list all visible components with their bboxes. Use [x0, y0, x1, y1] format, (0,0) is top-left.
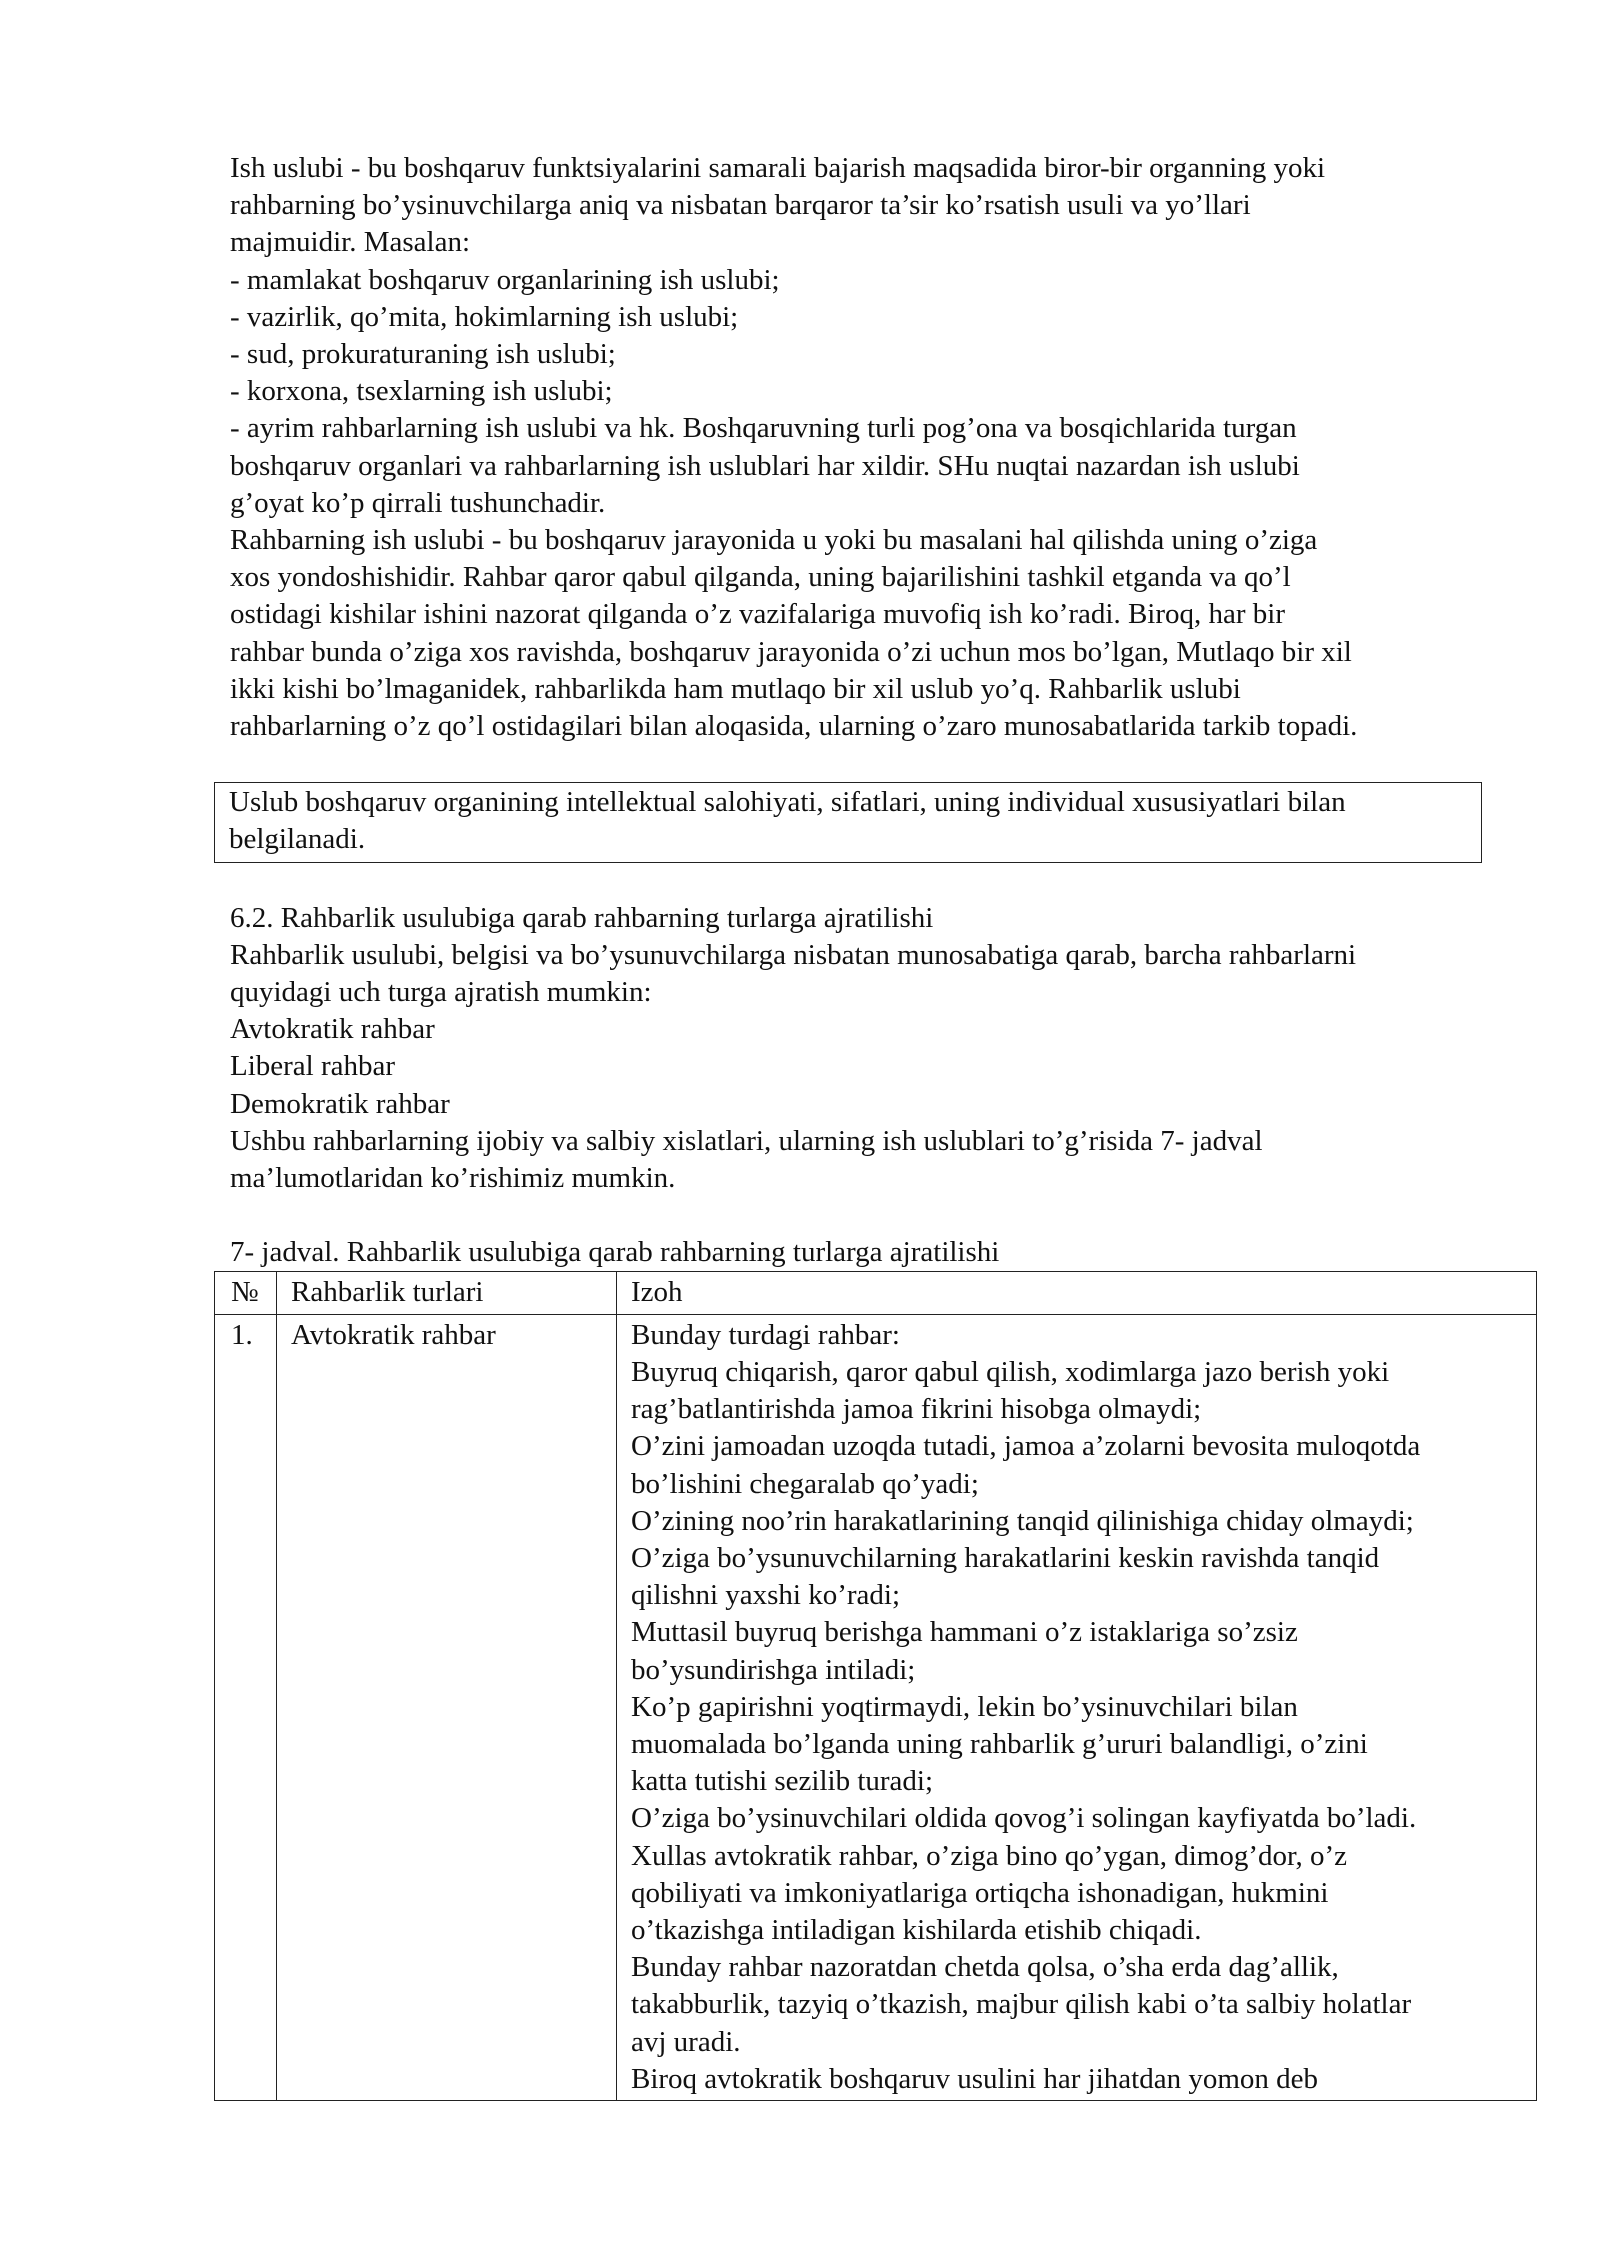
description-line: o’tkazishga intiladigan kishilarda etishib chiqadi.	[631, 1913, 1202, 1946]
text-line: rahbarlarning o’z qo’l ostidagilari bilan aloqasida, ularning o’zaro munosabatlarida tarkib topadi.	[230, 710, 1358, 743]
description-line: qilishni yaxshi ko’radi;	[631, 1579, 901, 1612]
description-line: avj uradi.	[631, 2025, 741, 2058]
text-line: boshqaruv organlari va rahbarlarning ish uslublari har xildir. SHu nuqtai nazardan ish uslubi	[230, 449, 1300, 482]
intro-paragraph	[230, 150, 1530, 745]
description-line: Muttasil buyruq berishga hammani o’z istaklariga so’zsiz	[631, 1616, 1298, 1649]
description-line: Xullas avtokratik rahbar, o’ziga bino qo’ygan, dimog’dor, o’z	[631, 1839, 1348, 1872]
description-line: O’ziga bo’ysunuvchilarning harakatlarini keskin ravishda tanqid	[631, 1541, 1380, 1574]
leader-type-item: Demokratik rahbar	[230, 1087, 450, 1120]
text-line: ma’lumotlaridan ko’rishimiz mumkin.	[230, 1162, 676, 1195]
leadership-types-table	[214, 1271, 1537, 2100]
boxed-note-line: Uslub boshqaruv organining intellektual salohiyati, sifatlari, uning individual xususiyatlari bilan	[229, 786, 1346, 819]
boxed-note	[214, 782, 1482, 862]
description-line: Buyruq chiqarish, qaror qabul qilish, xodimlarga jazo berish yoki	[631, 1355, 1390, 1388]
section-6-2	[230, 900, 1530, 1198]
text-line: rahbarning bo’ysinuvchilarga aniq va nisbatan barqaror ta’sir ko’rsatish usuli va yo’llari	[230, 189, 1251, 222]
description-line: rag’batlantirishda jamoa fikrini hisobga olmaydi;	[631, 1393, 1202, 1426]
text-line: quyidagi uch turga ajratish mumkin:	[230, 976, 652, 1009]
text-line: Rahbarning ish uslubi - bu boshqaruv jarayonida u yoki bu masalani hal qilishda uning o’ziga	[230, 524, 1318, 557]
text-line: Ushbu rahbarlarning ijobiy va salbiy xislatlari, ularning ish uslublari to’g’risida 7- jadval	[230, 1124, 1263, 1157]
paragraph-spacer	[230, 1197, 1530, 1234]
paragraph-spacer	[230, 863, 1530, 900]
text-line: Ish uslubi - bu boshqaruv funktsiyalarini samarali bajarish maqsadida biror-bir organning yoki	[230, 152, 1326, 184]
description-line: Bunday turdagi rahbar:	[631, 1318, 900, 1351]
table-header-row	[215, 1272, 1537, 1314]
row-number: 1.	[215, 1314, 277, 2100]
text-line: majmuidir. Masalan:	[230, 226, 471, 259]
description-line: muomalada bo’lganda uning rahbarlik g’ururi balandligi, o’zini	[631, 1727, 1368, 1760]
description-line: katta tutishi sezilib turadi;	[631, 1765, 934, 1798]
text-line: rahbar bunda o’ziga xos ravishda, boshqaruv jarayonida o’zi uchun mos bo’lgan, Mutlaqo bir xil	[230, 635, 1352, 668]
description-line: bo’ysundirishga intiladi;	[631, 1653, 916, 1686]
text-line: Rahbarlik usulubi, belgisi va bo’ysunuvchilarga nisbatan munosabatiga qarab, barcha rahbarlarni	[230, 938, 1357, 971]
text-line: ikki kishi bo’lmaganidek, rahbarlikda ham mutlaqo bir xil uslub yo’q. Rahbarlik uslubi	[230, 672, 1241, 705]
description-line: takabburlik, tazyiq o’tkazish, majbur qilish kabi o’ta salbiy holatlar	[631, 1988, 1412, 2021]
text-line: ostidagi kishilar ishini nazorat qilganda o’z vazifalariga muvofiq ish ko’radi. Biroq, har bir	[230, 598, 1285, 631]
paragraph-spacer	[230, 745, 1530, 782]
description-line: O’zini jamoadan uzoqda tutadi, jamoa a’zolarni bevosita muloqotda	[631, 1430, 1421, 1463]
list-item: - korxona, tsexlarning ish uslubi;	[230, 375, 613, 408]
list-item: - vazirlik, qo’mita, hokimlarning ish uslubi;	[230, 300, 739, 333]
text-line: xos yondoshishidir. Rahbar qaror qabul qilganda, uning bajarilishini tashkil etganda va qo’l	[230, 561, 1291, 594]
list-item: - mamlakat boshqaruv organlarining ish uslubi;	[230, 263, 780, 296]
header-note: Izoh	[617, 1272, 1537, 1314]
table-title: 7- jadval. Rahbarlik usulubiga qarab rahbarning turlarga ajratilishi	[230, 1236, 1000, 1269]
leader-type-item: Avtokratik rahbar	[230, 1013, 435, 1046]
document-page	[230, 150, 1530, 2101]
description-line: Biroq avtokratik boshqaruv usulini har jihatdan yomon deb	[631, 2062, 1319, 2095]
leader-type-item: Liberal rahbar	[230, 1050, 396, 1083]
text-line: g’oyat ko’p qirrali tushunchadir.	[230, 486, 606, 519]
description-line: qobiliyati va imkoniyatlariga ortiqcha ishonadigan, hukmini	[631, 1876, 1329, 1909]
list-item: - ayrim rahbarlarning ish uslubi va hk. Boshqaruvning turli pog’ona va bosqichlarida turgan	[230, 412, 1297, 445]
description-line: O’ziga bo’ysinuvchilari oldida qovog’i solingan kayfiyatda bo’ladi.	[631, 1802, 1417, 1835]
row-type: Avtokratik rahbar	[277, 1314, 617, 2100]
boxed-note-line: belgilanadi.	[229, 823, 366, 856]
description-line: bo’lishini chegaralab qo’yadi;	[631, 1467, 979, 1500]
section-heading: 6.2. Rahbarlik usulubiga qarab rahbarning turlarga ajratilishi	[230, 901, 934, 934]
header-number: №	[215, 1272, 277, 1314]
list-item: - sud, prokuraturaning ish uslubi;	[230, 338, 616, 371]
description-line: O’zining noo’rin harakatlarining tanqid qilinishiga chiday olmaydi;	[631, 1504, 1414, 1537]
description-line: Bunday rahbar nazoratdan chetda qolsa, o’sha erda dag’allik,	[631, 1951, 1339, 1984]
description-line: Ko’p gapirishni yoqtirmaydi, lekin bo’ysinuvchilari bilan	[631, 1690, 1298, 1723]
row-description	[617, 1314, 1537, 2100]
header-type: Rahbarlik turlari	[277, 1272, 617, 1314]
table-row	[215, 1314, 1537, 2100]
